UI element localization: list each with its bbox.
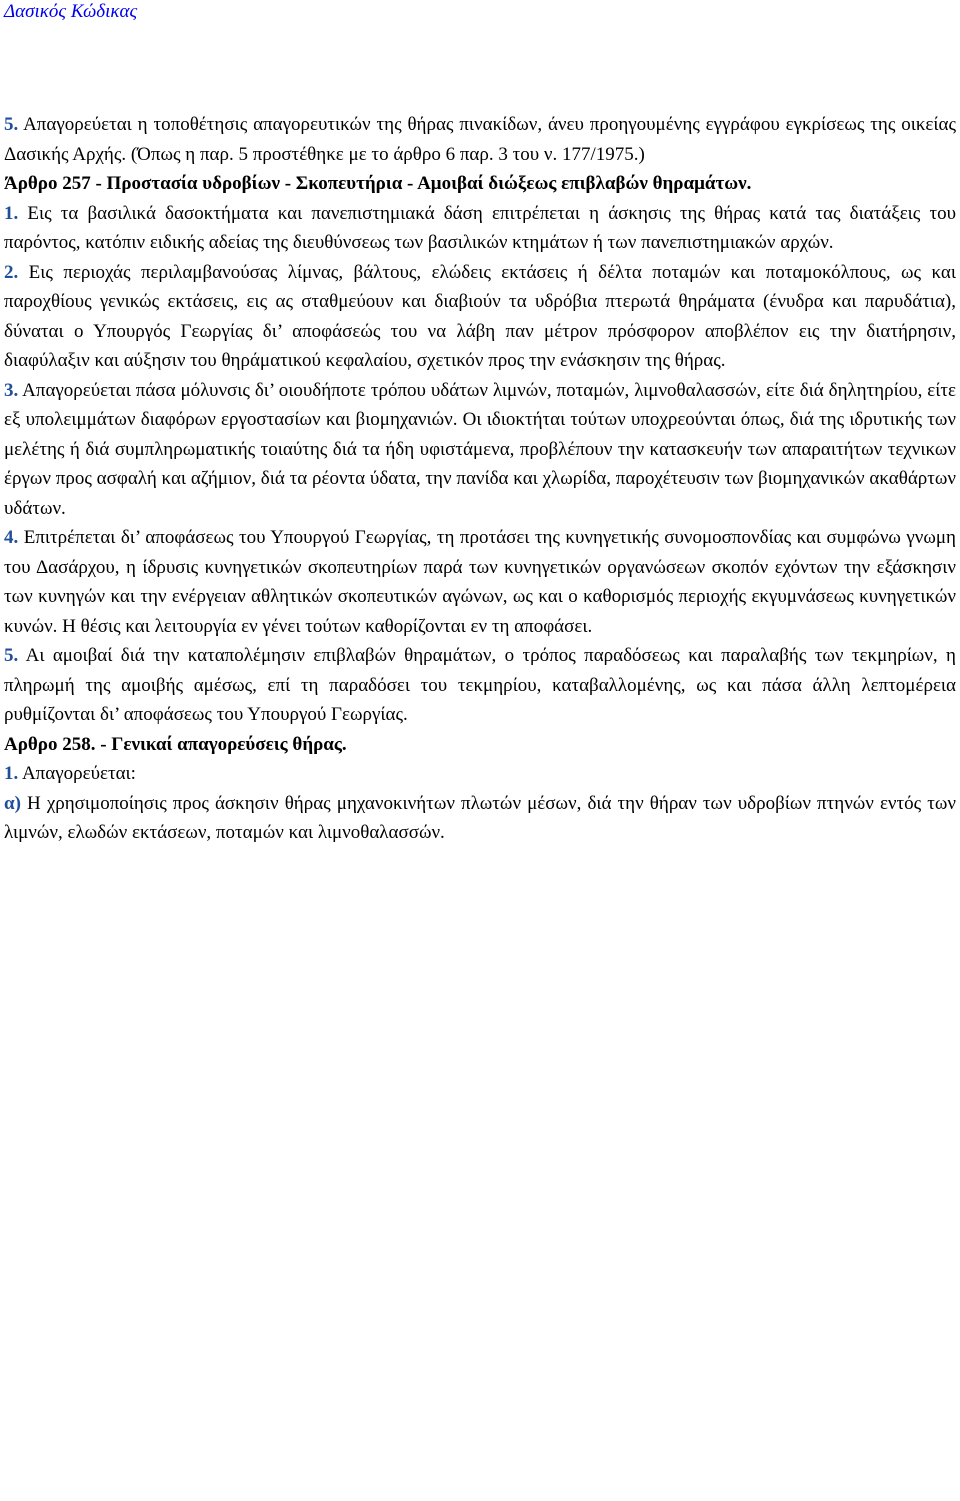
running-header: Δασικός Κώδικας: [4, 1, 138, 22]
paragraph-number: 3.: [4, 379, 19, 401]
paragraph-text: Εις περιοχάς περιλαμβανούσας λίμνας, βάλτους, ελώδεις εκτάσεις ή δέλτα ποταμών και ποταμοκόλπους, ως και παροχθίους γενικώς εκτάσεις, εις ας σταθμεύουν και διαβιούν τα υδρόβια πτερωτά θηράματα (ένυδρα και παρυδάτια), δύναται ο Υπουργός Γεωργίας δι’ αποφάσεώς του να λάβη παν μέτρον πρόσφορον αποβλέπον εις την διατήρησιν, διαφύλαξιν και αύξησιν του θηράματικού κεφαλαίου, σχετικόν προς την ενάσκησιν της θήρας.: [4, 261, 956, 371]
paragraph-3-pollution: [4, 376, 956, 524]
article-257-heading: Άρθρο 257 - Προστασία υδροβίων - Σκοπευτήρια - Αμοιβαί διώξεως επιβλαβών θηραμάτων.: [4, 173, 752, 194]
paragraph-2-wetlands: [4, 258, 956, 376]
paragraph-number: 5.: [4, 645, 19, 666]
paragraph-1-prohibited: [4, 759, 956, 789]
paragraph-text: Εις τα βασιλικά δασοκτήματα και πανεπιστημιακά δάση επιτρέπεται η άσκησις της θήρας κατά τας διατάξεις του παρόντος, κατόπιν ειδικής αδείας της διευθύνσεως των βασιλικών κτημάτων ή των πανεπιστημιακών αρχών.: [4, 202, 956, 253]
paragraph-5-rewards: [4, 641, 956, 730]
paragraph-text: Αι αμοιβαί διά την καταπολέμησιν επιβλαβών θηραμάτων, ο τρόπος παραδόσεως και παραλαβής των τεκμηρίων, η πληρωμή της αμοιβής αμέσως, επί τη παραδόσει του τεκμηρίου, καταβαλλομένης, ως και πάσα άλλη λεπτομέρεια ρυθμίζονται δι’ αποφάσεως του Υπουργού Γεωργίας.: [4, 645, 956, 725]
paragraph-number: α): [4, 792, 21, 814]
paragraph-text: Απαγορεύεται πάσα μόλυνσις δι’ οιουδήποτε τρόπου υδάτων λιμνών, ποταμών, λιμνοθαλασσών, είτε διά δηλητηρίου, είτε εξ υπολειμμάτων διαφόρων εργοστασίων και βιομηχανιών. Οι ιδιοκτήται τούτων υποχρεούνται όπως, διά της ιδρυτικής των μελέτης ή διά συμπληρωματικής τοιαύτης διά τα ήδη υφιστάμενα, προβλέπουν την κατασκευήν των απαραιτήτων τεχνικων έργων προς ασφαλή και αζήμιον, διά τα ρέοντα ύδατα, την πανίδα και χλωρίδα, παροχέτευσιν των βιομηχανικών ακαθάρτων υδάτων.: [4, 379, 956, 519]
paragraph-5-tablets: [4, 110, 956, 169]
paragraph-number: 2.: [4, 261, 19, 283]
paragraph-a-motorboats: [4, 789, 956, 848]
paragraph-text: Επιτρέπεται δι’ αποφάσεως του Υπουργού Γεωργίας, τη προτάσει της κυνηγετικής συνομοσπονδίας και συμφώνω γνωμη του Δασάρχου, η ίδρυσις κυνηγετικών σκοπευτηρίων παρά των κυνηγετικών οργανώσεων σκοπόν εχόντων την εξάσκησιν των κυνηγών και την ενέργειαν αθλητικών σκοπευτικών αγώνων, ως και ο καθορισμός περιοχής εκγυμνάσεως κυνηγετικών κυνών. Η θέσις και λειτουργία εν γένει τούτων καθορίζονται εν τη αποφάσει.: [4, 527, 956, 637]
paragraph-number: 4.: [4, 527, 19, 548]
paragraph-number: 5.: [4, 114, 19, 135]
paragraph-text: Απαγορεύεται:: [18, 763, 136, 784]
paragraph-1-royal-estates: [4, 199, 956, 258]
paragraph-text: Η χρησιμοποίησις προς άσκησιν θήρας μηχανοκινήτων πλωτών μέσων, διά την θήραν των υδροβίων πτηνών εντός των λιμνών, ελωδών εκτάσεων, ποταμών και λιμνοθαλασσών.: [4, 792, 956, 843]
paragraph-4-shooting-ranges: [4, 523, 956, 641]
document-body: [4, 110, 956, 848]
paragraph-text: Απαγορεύεται η τοποθέτησις απαγορευτικών της θήρας πινακίδων, άνευ προηγουμένης εγγράφου εγκρίσεως της οικείας Δασικής Αρχής. (Όπως η παρ. 5 προστέθηκε με το άρθρο 6 παρ. 3 του ν. 177/1975.): [4, 114, 956, 165]
article-258-heading: Αρθρο 258. - Γενικαί απαγορεύσεις θήρας.: [4, 733, 347, 755]
paragraph-number: 1.: [4, 202, 19, 224]
paragraph-number: 1.: [4, 763, 19, 784]
